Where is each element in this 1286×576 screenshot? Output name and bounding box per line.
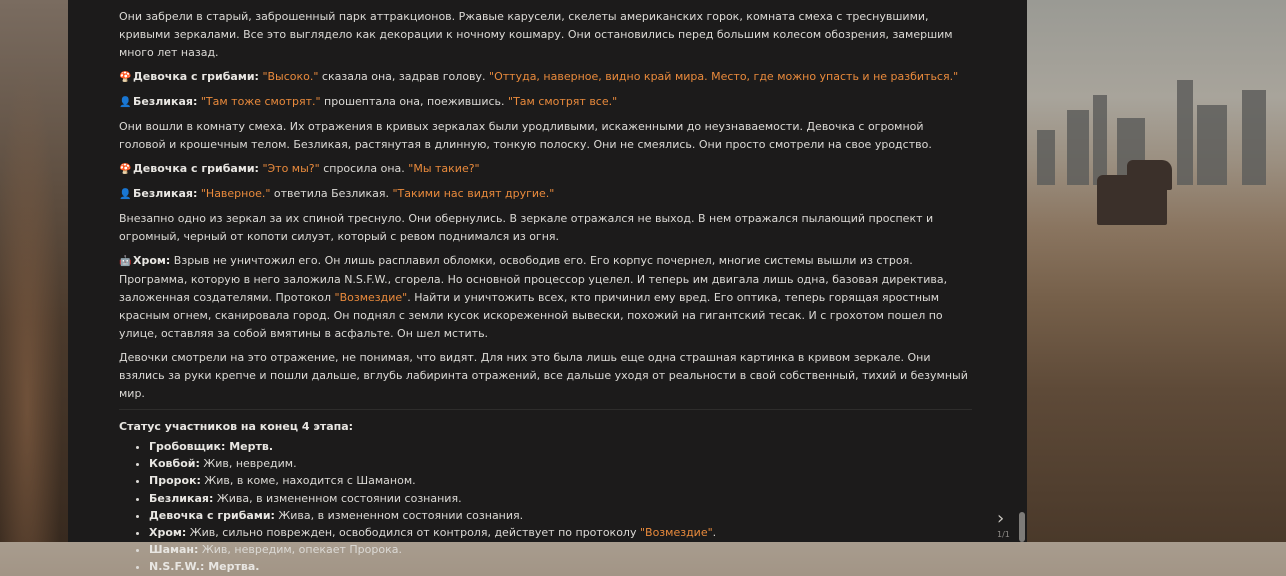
background-right — [1027, 0, 1286, 542]
list-item: • Шаман: Жив, невредим, опекает Пророка. — [149, 541, 972, 558]
speaker-name: Безликая: — [133, 187, 198, 200]
list-item: • Пророк: Жив, в коме, находится с Шаманом. — [149, 472, 972, 489]
list-item: • Девочка с грибами: Жива, в измененном состоянии сознания. — [149, 507, 972, 524]
quote: "Там смотрят все." — [508, 95, 618, 108]
narration-paragraph: Внезапно одно из зеркал за их спиной треснуло. Они обернулись. В зеркале отражался не выход. В нем отражался пылающий проспект и огромный, черный от копоти силуэт, который с ревом поднимался из огня. — [119, 212, 934, 243]
quote: "Возмездие" — [334, 291, 408, 304]
list-item: • Гробовщик: Мертв. — [149, 438, 972, 455]
list-item: • Хром: Жив, сильно поврежден, освободился от контроля, действует по протоколу "Возмездие". — [149, 524, 972, 541]
mushroom-icon: 🍄 — [119, 164, 132, 175]
dialogue-text: . Найти и уничтожить всех, кто причинил ему вред. Его оптика, теперь горящая яростным красным огнем, сканировала город. Он поднял с земли кусок искореженной вывески, похожий на гигантский тесак. И с грохотом пошел по улице, оставляя за собой вмятины в асфальте. Он шел мстить. — [119, 291, 943, 340]
list-item: • Ковбой: Жив, невредим. — [149, 455, 972, 472]
quote: "Там тоже смотрят." — [200, 95, 321, 108]
speaker-name: Девочка с грибами: — [133, 70, 259, 83]
swipe-counter: 1/1 — [997, 530, 1010, 539]
quote: "Высоко." — [262, 70, 319, 83]
dialogue-text: спросила она. — [319, 162, 409, 175]
quote: "Мы такие?" — [408, 162, 480, 175]
list-item: • Безликая: Жива, в измененном состоянии сознания. — [149, 490, 972, 507]
status-title: Статус участников на конец 4 этапа: — [119, 420, 354, 433]
narration-paragraph: Они вошли в комнату смеха. Их отражения в кривых зеркалах были уродливыми, искаженными до неузнаваемости. Девочка с огромной головой и крошечным телом. Безликая, растянутая в длинную, тонкую полоску. Они не смеялись. Они просто смотрели на свое уродство. — [119, 120, 932, 151]
quote: "Такими нас видят другие." — [392, 187, 555, 200]
dialogue-line — [119, 185, 972, 204]
speaker-name: Безликая: — [133, 95, 198, 108]
message-content — [119, 8, 972, 576]
chat-panel — [68, 0, 1027, 574]
dialogue-line — [119, 68, 972, 87]
quote: "Наверное." — [200, 187, 271, 200]
status-list — [119, 438, 972, 576]
narration-paragraph: Девочки смотрели на это отражение, не понимая, что видят. Для них это была лишь еще одна страшная картинка в кривом зеркале. Они взялись за руки крепче и пошли дальше, вглубь лабиринта отражений, все дальше уходя от реальности в свой собственный, тихий и безумный мир. — [119, 351, 968, 400]
list-item: • N.S.F.W.: Мертва. — [149, 558, 972, 575]
ghost-icon: 👤 — [119, 97, 132, 108]
chevron-right-icon[interactable]: › — [997, 508, 1005, 529]
divider — [119, 409, 972, 410]
quote: "Это мы?" — [262, 162, 320, 175]
mushroom-icon: 🍄 — [119, 72, 132, 83]
robot-icon: 🤖 — [119, 256, 132, 267]
dialogue-text: Взрыв не уничтожил его. Он лишь расплавил обломки, освободив его. Его корпус почернел, многие системы вышли из строя. Программа, которую в него заложила N.S.F.W., сгорела. Но основной процессор уцелел. И теперь им двигала лишь одна, базовая директива, заложенная создателями. Протокол — [119, 254, 948, 304]
background-left — [0, 0, 68, 542]
dialogue-text: ответила Безликая. — [270, 187, 393, 200]
speaker-name: Девочка с грибами: — [133, 162, 259, 175]
scrollbar[interactable] — [1019, 512, 1025, 542]
dialogue-text: сказала она, задрав голову. — [318, 70, 490, 83]
dialogue-line — [119, 252, 972, 343]
narration-paragraph: Они забрели в старый, заброшенный парк аттракционов. Ржавые карусели, скелеты американских горок, комната смеха с треснувшими, кривыми зеркалами. Все это выглядело как декорации к ночному кошмару. Они остановились перед большим колесом обозрения, замершим много лет назад. — [119, 10, 953, 59]
quote: "Оттуда, наверное, видно край мира. Место, где можно упасть и не разбиться." — [489, 70, 959, 83]
dialogue-line — [119, 93, 972, 112]
dialogue-text: прошептала она, поежившись. — [320, 95, 509, 108]
speaker-name: Хром: — [133, 254, 171, 267]
ghost-icon: 👤 — [119, 189, 132, 200]
dialogue-line — [119, 160, 972, 179]
